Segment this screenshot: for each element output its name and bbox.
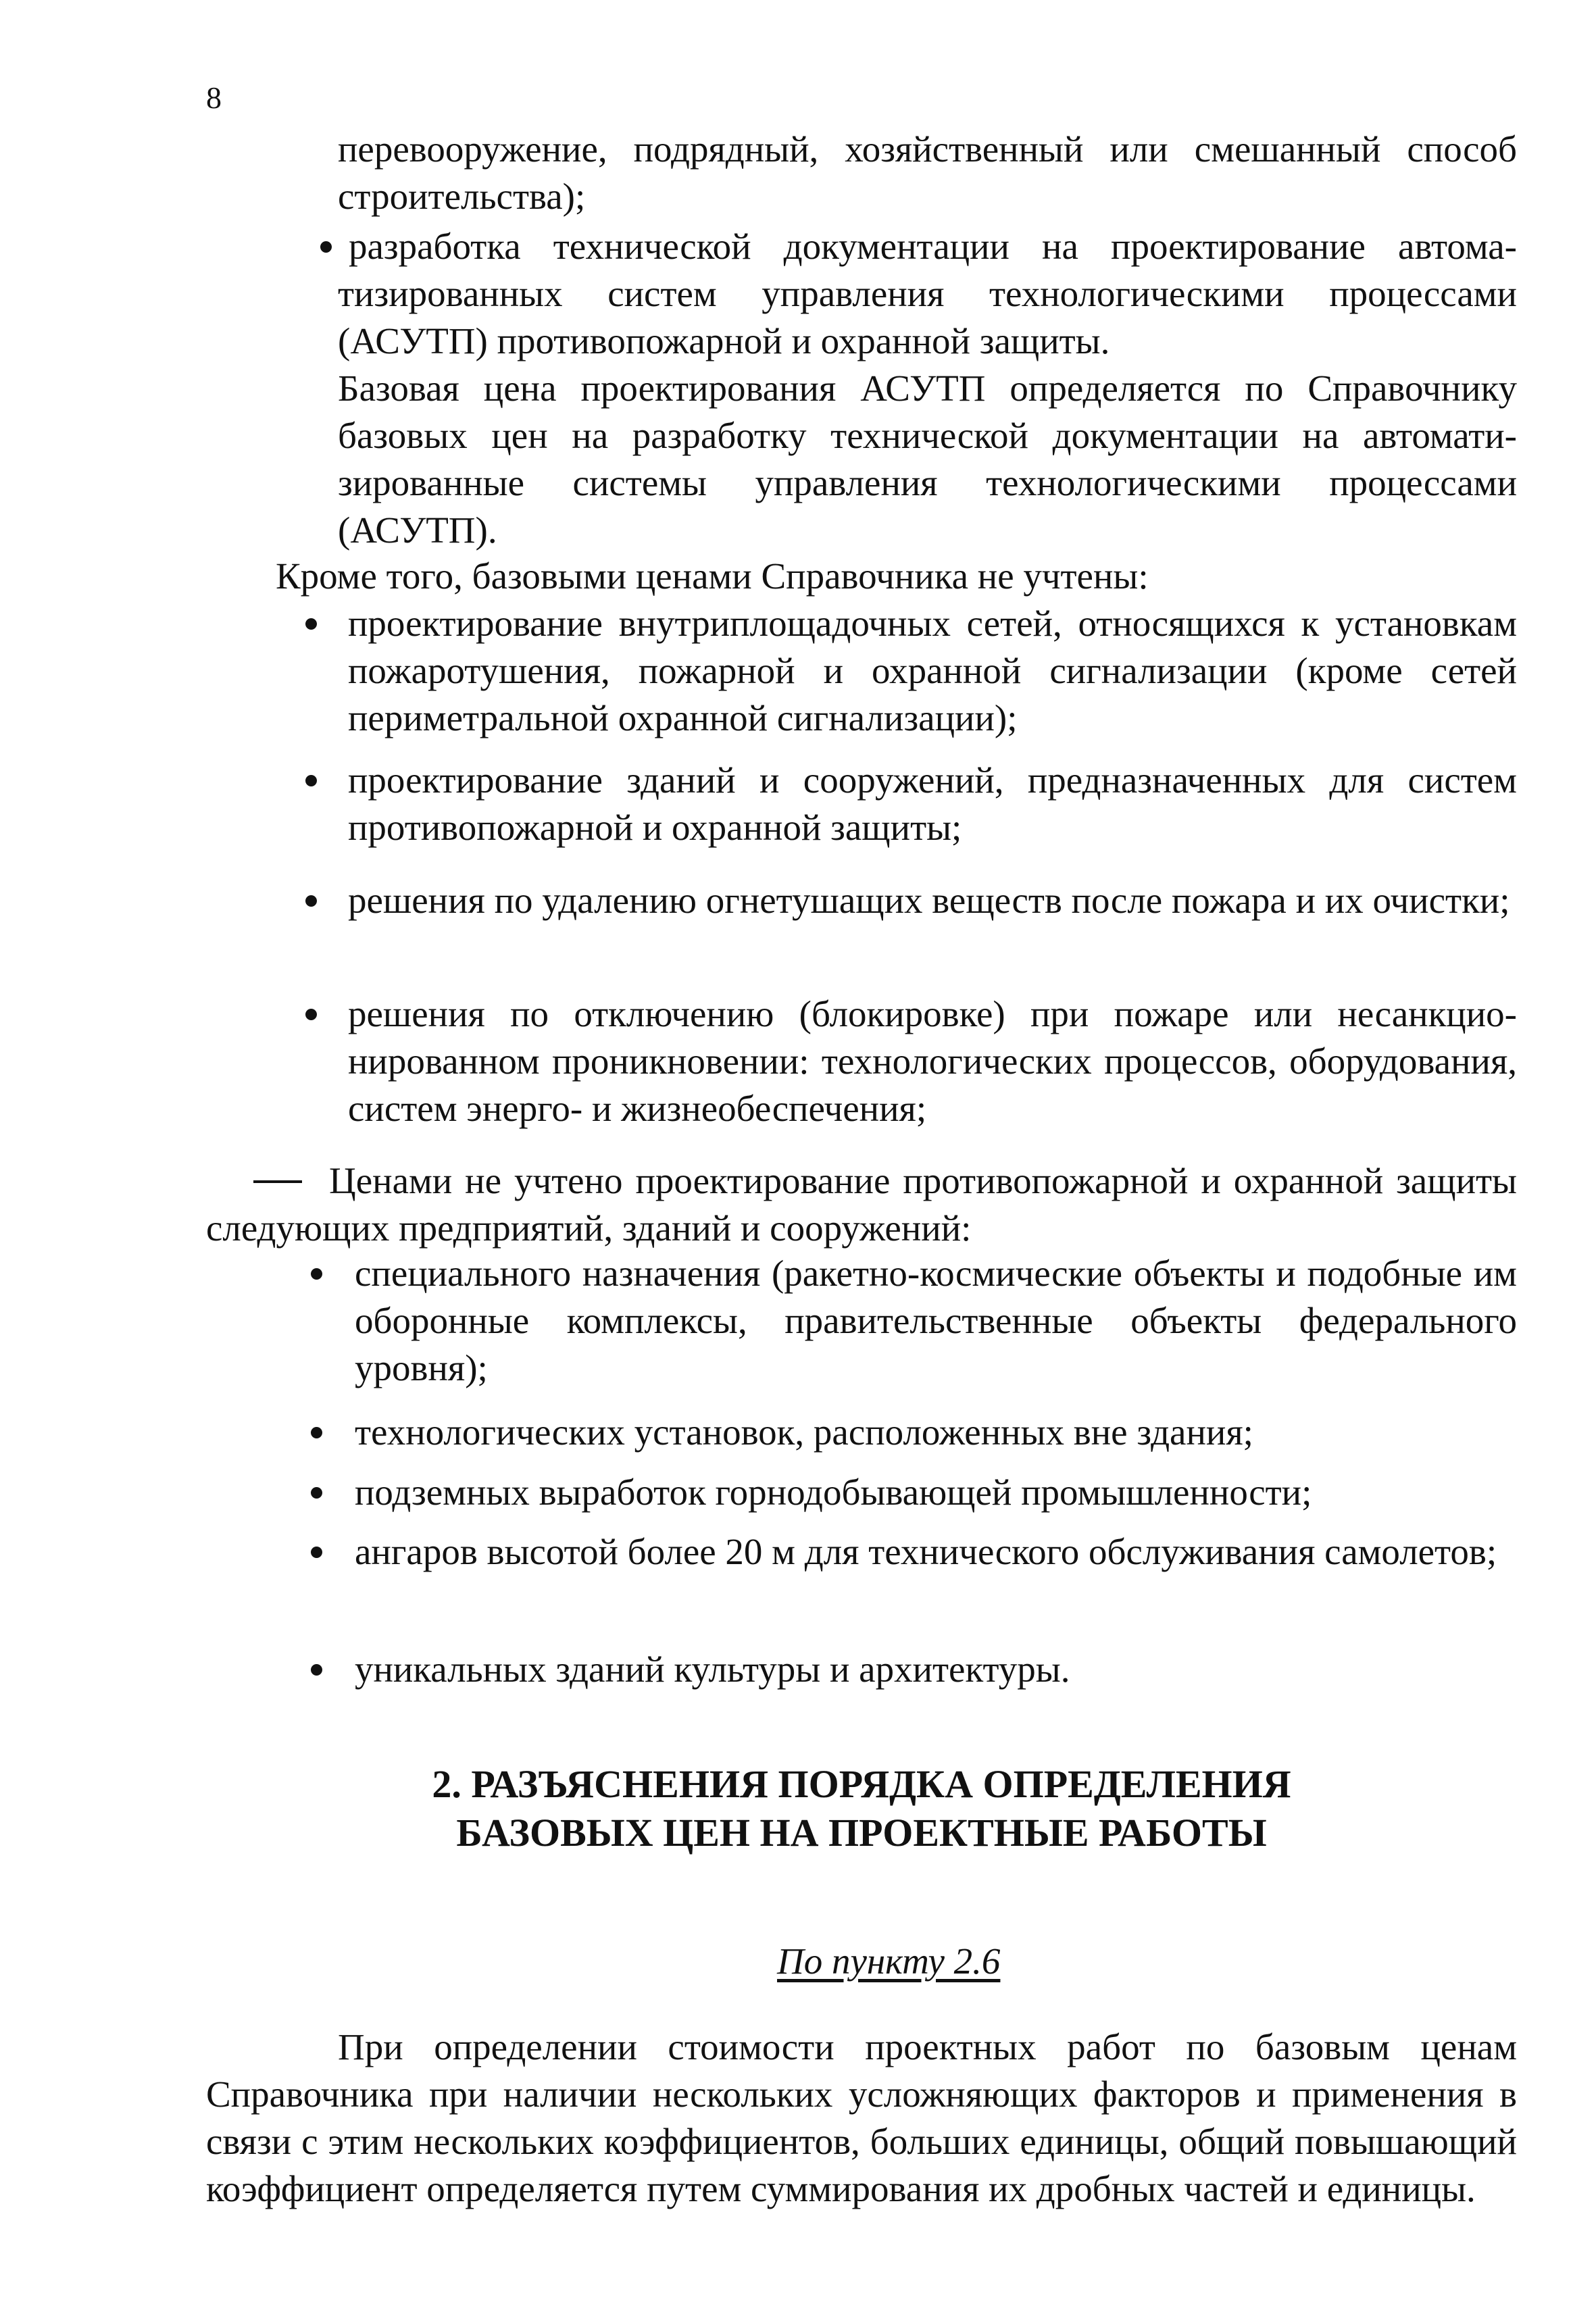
final-paragraph: При определении стоимости проектных работ по базовым ценам Справочника при наличии нескольких усложняющих факторов и применения в связи с этим нескольких коэффициентов, больших единицы, общий повышающий коэффициент определяется путем суммирования их дробных частей и единицы. bbox=[206, 2026, 1517, 2209]
section-heading-line-1: 2. РАЗЪЯСНЕНИЯ ПОРЯДКА ОПРЕДЕЛЕНИЯ bbox=[432, 1762, 1291, 1806]
not-included-intro: Кроме того, базовыми ценами Справочника не учтены: bbox=[276, 555, 1149, 597]
bullet-dot-icon bbox=[311, 1547, 322, 1558]
facility-item-text: технологических установок, расположенных вне здания; bbox=[355, 1411, 1253, 1453]
not-included-item-text: решения по удалению огнетушащих веществ после пожара и их очистки; bbox=[348, 880, 1510, 921]
facility-item-text: ангаров высотой более 20 м для технического обслуживания самолетов; bbox=[355, 1531, 1497, 1572]
facility-item-text: специального назначения (ракетно-космические объекты и подобные им оборонные комплексы, правительственные объекты федерального уровня); bbox=[355, 1253, 1517, 1388]
bullet-dot-icon bbox=[311, 1487, 322, 1499]
continuation-text: перевооружение, подрядный, хозяйственный или смешанный способ строительства); bbox=[338, 128, 1517, 217]
not-included-item-text: проектирование зданий и сооружений, предназначенных для систем противопожарной и охранной защиты; bbox=[348, 759, 1517, 848]
bullet-dot-icon bbox=[305, 895, 317, 907]
section-heading bbox=[206, 1760, 1517, 1857]
bullet-dot-icon bbox=[311, 1427, 322, 1438]
dash-paragraph-text: Ценами не учтено проектирование противопожарной и охранной защиты следующих предприятий, зданий и сооружений: bbox=[206, 1160, 1517, 1249]
not-included-item-text: проектирование внутриплощадочных сетей, относящихся к установкам пожаротушения, пожарной и охранной сигнализации (кроме сетей периметральной охранной сигнализации); bbox=[348, 603, 1517, 738]
dash-paragraph bbox=[206, 1157, 1517, 1252]
not-included-item-text: решения по отключению (блокировке) при пожаре или несанкционированном проникновении: технологических процессов, оборудования, систем энерго- и жизнеобеспечения; bbox=[348, 993, 1517, 1129]
bullet-dot-icon bbox=[305, 618, 317, 630]
bullet-dot-icon bbox=[305, 775, 317, 786]
page-number: 8 bbox=[206, 80, 222, 115]
section-heading-line-2: БАЗОВЫХ ЦЕН НА ПРОЕКТНЫЕ РАБОТЫ bbox=[456, 1811, 1267, 1855]
bullet-dot-icon bbox=[311, 1268, 322, 1280]
bullet-asutp-text: разработка технической документации на проектирование автоматизированных систем управления технологическими процессами (АСУТП) противопожарной и охранной защиты. bbox=[338, 226, 1517, 361]
clause-reference: По пункту 2.6 bbox=[777, 1940, 1001, 1982]
bullet-dot-icon bbox=[305, 1009, 317, 1020]
asutp-note: Базовая цена проектирования АСУТП определяется по Справочнику базовых цен на разработку технической документации на автоматизированные системы управления технологическими процессами (АСУТП). bbox=[338, 368, 1517, 551]
bullet-dot-icon bbox=[320, 241, 332, 253]
dash-icon bbox=[253, 1180, 302, 1183]
bullet-dot-icon bbox=[311, 1664, 322, 1676]
facility-item-text: уникальных зданий культуры и архитектуры. bbox=[355, 1649, 1070, 1690]
facility-item-text: подземных выработок горнодобывающей промышленности; bbox=[355, 1472, 1312, 1513]
